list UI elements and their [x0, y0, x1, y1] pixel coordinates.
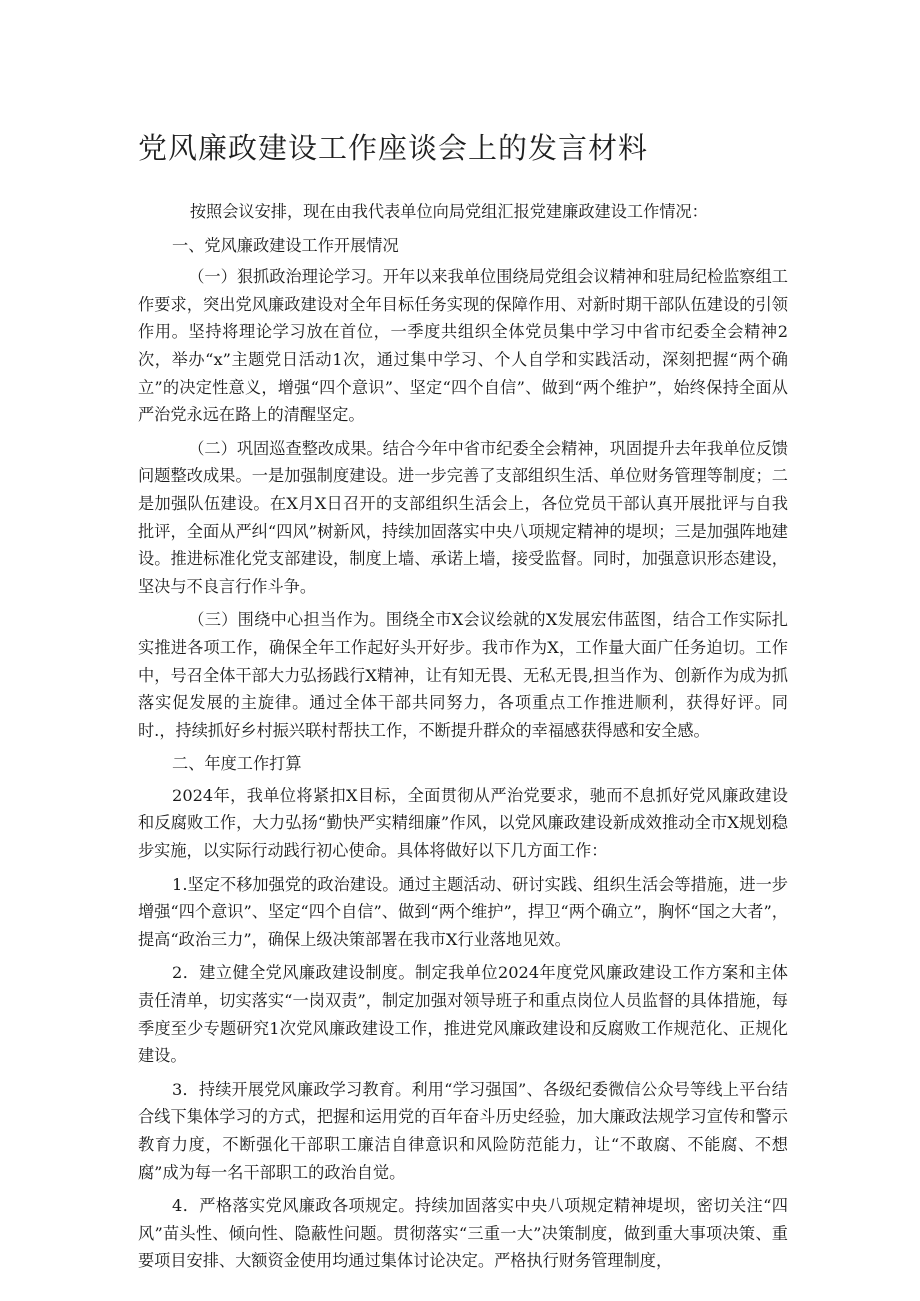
paragraph-political-study: （一）狠抓政治理论学习。开年以来我单位围绕局党组会议精神和驻局纪检监察组工作要求，突出党风廉政建设对全年目标任务实现的保障作用、对新时期干部队伍建设的引领作用。坚持将理论学习放在首位，一季度共组织全体党员集中学习中省市纪委全会精神2次，举办“x”主题党日活动1次，通过集中学习、个人自学和实践活动，深刻把握“两个确立”的决定性意义，增强“四个意识”、坚定“四个自信”、做到“两个维护”，始终保持全面从严治党永远在路上的清醒坚定。 [138, 267, 788, 425]
list-item-1: 1.坚定不移加强党的政治建设。通过主题活动、研讨实践、组织生活会等措施，进一步增强“四个意识”、坚定“四个自信”、做到“两个维护”，捍卫“两个确立”，胸怀“国之大者”，提高“政治三力”，确保上级决策部署在我市X行业落地见效。 [138, 874, 788, 949]
section-heading-2: 二、年度工作打算 [172, 754, 302, 774]
paragraph-rectification: （二）巩固巡查整改成果。结合今年中省市纪委全会精神，巩固提升去年我单位反馈问题整改成果。一是加强制度建设。进一步完善了支部组织生活、单位财务管理等制度；二是加强队伍建设。在X月X日召开的支部组织生活会上，各位党员干部认真开展批评与自我批评，全面从严纠“四风”树新风，持续加固落实中央八项规定精神的堤坝；三是加强阵地建设。推进标准化党支部建设，制度上墙、承诺上墙，接受监督。同时，加强意识形态建设，坚决与不良言行作斗争。 [138, 438, 788, 596]
list-item-3: 3．持续开展党风廉政学习教育。利用“学习强国”、各级纪委微信公众号等线上平台结合线下集体学习的方式，把握和运用党的百年奋斗历史经验，加大廉政法规学习宣传和警示教育力度，不断强化干部职工廉洁自律意识和风险防范能力，让“不敢腐、不能腐、不想腐”成为每一名干部职工的政治自觉。 [138, 1079, 788, 1182]
paragraph-annual-plan: 2024年，我单位将紧扣X目标，全面贯彻从严治党要求，驰而不息抓好党风廉政建设和反腐败工作，大力弘扬“勤快严实精细廉”作风，以党风廉政建设新成效推动全市X规划稳步实施，以实际行动践行初心使命。具体将做好以下几方面工作： [138, 785, 788, 861]
list-item-4: 4．严格落实党风廉政各项规定。持续加固落实中央八项规定精神堤坝，密切关注“四风”苗头性、倾向性、隐蔽性问题。贯彻落实“三重一大”决策制度，做到重大事项决策、重要项目安排、大额资金使用均通过集体讨论决定。严格执行财务管理制度， [138, 1196, 788, 1271]
paragraph-central-work: （三）围绕中心担当作为。围绕全市X会议绘就的X发展宏伟蓝图，结合工作实际扎实推进各项工作，确保全年工作起好头开好步。我市作为X，工作量大面广任务迫切。工作中，号召全体干部大力弘扬践行X精神，让有知无畏、无私无畏,担当作为、创新作为成为抓落实促发展的主旋律。通过全体干部共同努力，各项重点工作推进顺利，获得好评。同时.，持续抓好乡村振兴联村帮扶工作，不断提升群众的幸福感获得感和安全感。 [138, 610, 788, 740]
document-page [138, 118, 788, 1281]
document-title: 党风廉政建设工作座谈会上的发言材料 [138, 131, 649, 165]
section-heading-1: 一、党风廉政建设工作开展情况 [172, 235, 399, 255]
intro-paragraph: 按照会议安排，现在由我代表单位向局党组汇报党建廉政建设工作情况： [189, 202, 708, 221]
list-item-2: 2．建立健全党风廉政建设制度。制定我单位2024年度党风廉政建设工作方案和主体责任清单，切实落实“一岗双责”，制定加强对领导班子和重点岗位人员监督的具体措施，每季度至少专题研究1次党风廉政建设工作，推进党风廉政建设和反腐败工作规范化、正规化建设。 [138, 963, 788, 1066]
